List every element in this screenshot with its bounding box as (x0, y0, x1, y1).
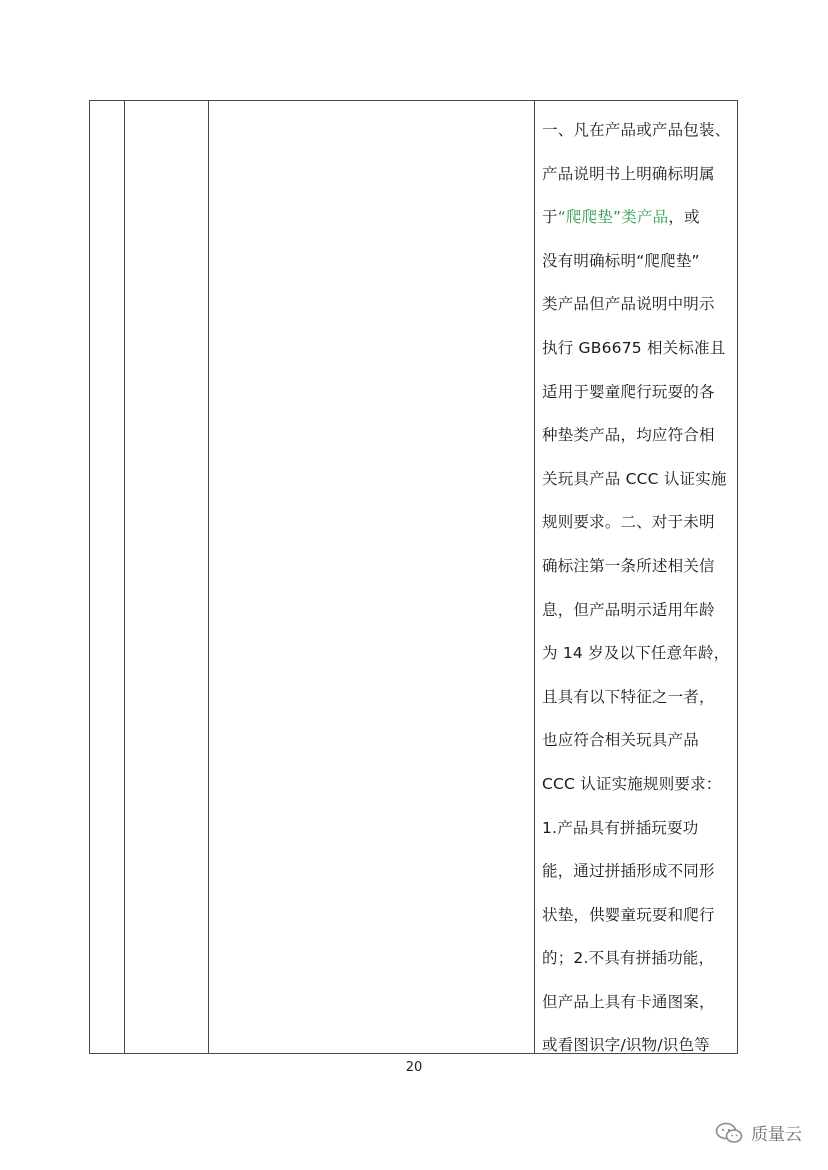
cell-text-line (542, 981, 737, 1025)
text-segment: 或看图识字/识物/识色等 (542, 1036, 710, 1055)
text-segment: 能，通过拼插形成不同形 (542, 862, 715, 881)
cell-text-line (542, 632, 737, 676)
text-segment: 类产品但产品说明中明示 (542, 295, 715, 314)
text-segment: 也应符合相关玩具产品 (542, 731, 700, 750)
cell-text-line (542, 807, 737, 851)
table (89, 100, 738, 1054)
cell-text-line (542, 763, 737, 807)
text-segment: 适用于婴童爬行玩耍的各 (542, 382, 715, 401)
text-segment: ，或 (668, 208, 700, 227)
cell-text-line (542, 414, 737, 458)
column-divider (208, 101, 209, 1053)
text-segment: 但产品上具有卡通图案， (542, 992, 715, 1011)
text-segment: 状垫，供婴童玩耍和爬行 (542, 905, 715, 924)
text-segment: 产品说明书上明确标明属 (542, 164, 715, 183)
text-segment: 1.产品具有拼插玩耍功 (542, 818, 699, 837)
cell-text-line (542, 196, 737, 240)
table-cell-requirements (542, 109, 737, 1068)
text-segment: 于 (542, 208, 558, 227)
cell-text-line (542, 240, 737, 284)
cell-text-line (542, 719, 737, 763)
cell-text-line (542, 153, 737, 197)
cell-text-line (542, 371, 737, 415)
text-segment: 没有明确标明“爬爬垫” (542, 251, 700, 270)
column-divider (534, 101, 535, 1053)
text-segment: 种垫类产品，均应符合相 (542, 426, 715, 445)
text-segment: 关玩具产品 CCC 认证实施 (542, 469, 727, 488)
cell-text-line (542, 283, 737, 327)
cell-text-line (542, 545, 737, 589)
cell-text-line (542, 327, 737, 371)
watermark (715, 1120, 802, 1145)
watermark-label: 质量云 (751, 1125, 802, 1145)
cell-text-line (542, 676, 737, 720)
text-segment: 确标注第一条所述相关信 (542, 556, 715, 575)
column-divider (124, 101, 125, 1053)
text-segment: 执行 GB6675 相关标准且 (542, 338, 726, 357)
text-segment: 且具有以下特征之一者， (542, 687, 715, 706)
text-segment: 规则要求。二、对于未明 (542, 513, 715, 532)
text-segment: CCC 认证实施规则要求： (542, 774, 722, 793)
text-segment: 为 14 岁及以下任意年龄， (542, 644, 730, 663)
text-segment: 一、凡在产品或产品包装、 (542, 121, 731, 139)
cell-text-line (542, 850, 737, 894)
cell-text-line (542, 589, 737, 633)
wechat-icon (715, 1122, 743, 1144)
cell-text-line (542, 937, 737, 981)
cell-text-line (542, 501, 737, 545)
highlighted-text: “爬爬垫”类产品 (557, 208, 669, 227)
cell-text-line (542, 109, 737, 153)
page-number: 20 (405, 1060, 423, 1075)
cell-text-line (542, 458, 737, 502)
text-segment: 息，但产品明示适用年龄 (542, 600, 715, 619)
cell-text-line (542, 894, 737, 938)
text-segment: 的；2.不具有拼插功能， (542, 949, 715, 968)
